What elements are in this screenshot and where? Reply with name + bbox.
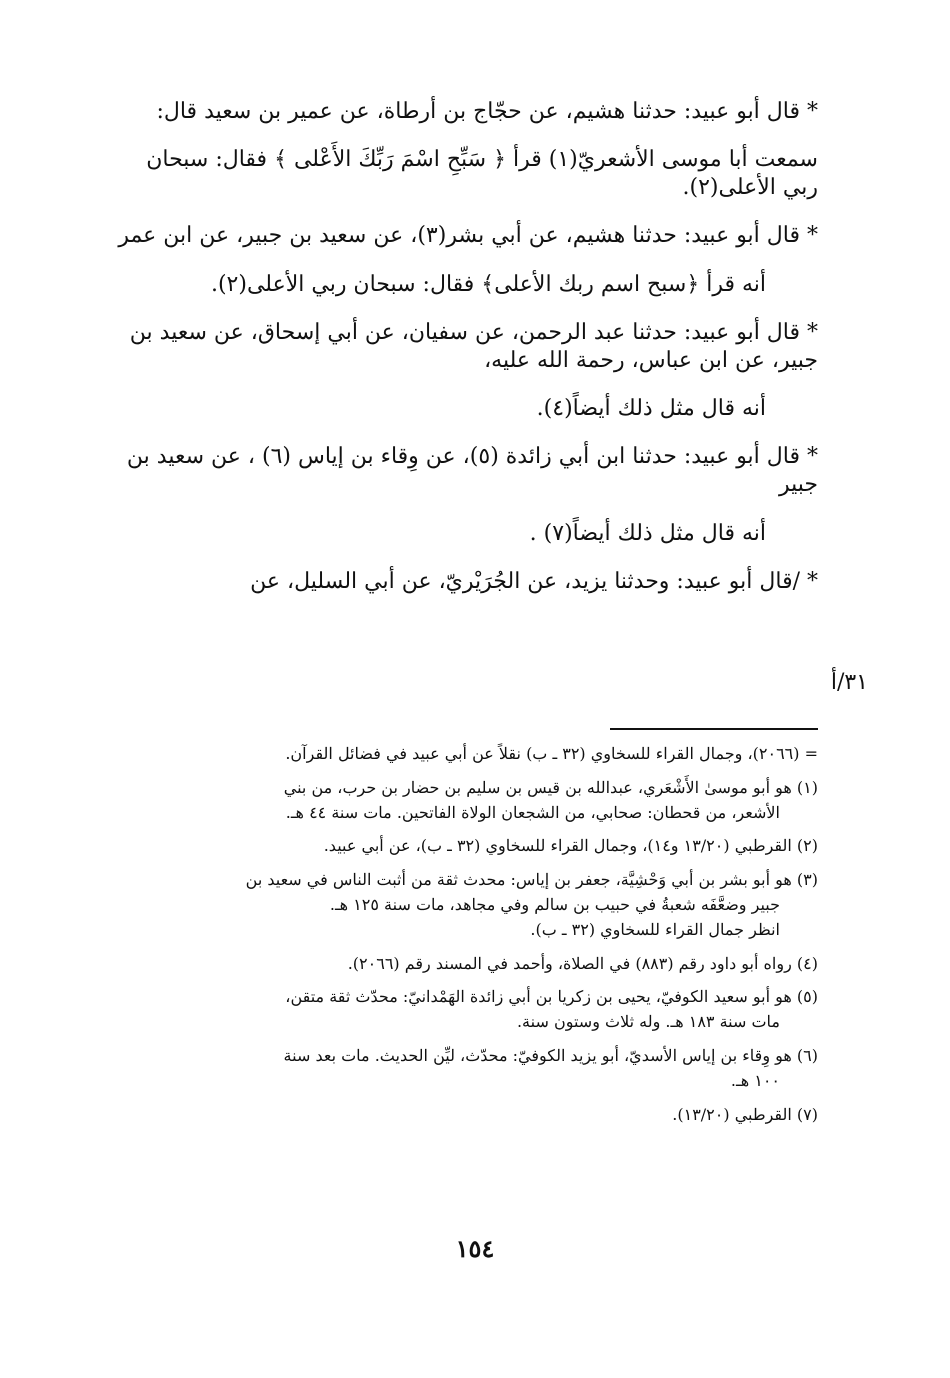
paragraph-7: * قال أبو عبيد: حدثنا ابن أبي زائدة (٥)، عن وِقاء بن إياس (٦) ، عن سعيد بن جبير (126, 444, 818, 498)
paragraph-9: * /قال أبو عبيد: وحدثنا يزيد، عن الجُرَيْريّ، عن أبي السليل، عن (250, 568, 818, 594)
footnote-2: (٢) القرطبي (١٣/٢٠ و١٤)، وجمال القراء للسخاوي (٣٢ ـ ب)، عن أبي عبيد. (323, 836, 818, 856)
manuscript-folio-note: ٣١/أ (830, 670, 868, 695)
footnotes (108, 742, 818, 1136)
footnote-continuation: = (٢٠٦٦)، وجمال القراء للسخاوي (٣٢ ـ ب) نقلاً عن أبي عبيد في فضائل القرآن. (285, 744, 818, 763)
footnote-3-line-3: انظر جمال القراء للسخاوي (٣٢ ـ ب). (530, 919, 780, 939)
footnote-5 (108, 985, 818, 1035)
paragraph-2: سمعت أبا موسى الأشعريّ(١) قرأ ﴿ سَبِّحِ اسْمَ رَبِّكَ الأَعْلى ﴾ فقال: سبحان ربي الأعلى(٢). (146, 147, 818, 201)
footnote-5-line-1: (٥) هو أبو سعيد الكوفيّ، يحيى بن زكريا بن أبي زائدة الهَمْدانيّ: محدّث ثقة متقن، (285, 987, 818, 1007)
footnote-1-line-2: الأشعر، من قحطان: صحابي، من الشجعان الولاة الفاتحين. مات سنة ٤٤ هـ. (285, 802, 780, 822)
main-text (108, 98, 818, 616)
paragraph-6: أنه قال مثل ذلك أيضاً(٤). (536, 396, 766, 422)
footnote-6-line-1: (٦) هو وِقاء بن إياس الأسديّ، أبو يزيد الكوفيّ: محدّث، ليِّن الحديث. مات بعد سنة (283, 1045, 818, 1065)
paragraph-1: * قال أبو عبيد: حدثنا هشيم، عن حجّاج بن أرطاة، عن عمير بن سعيد قال: (156, 99, 818, 124)
footnote-5-line-2: مات سنة ١٨٣ هـ. وله ثلاث وستون سنة. (516, 1012, 780, 1032)
footnote-1-line-1: (١) هو أبو موسىٰ الأَشْعَري، عبدالله بن قيس بن سليم بن حضار بن حرب، من بني (283, 777, 818, 797)
paragraph-4: أنه قرأ ﴿سبح اسم ربك الأعلى﴾ فقال: سبحان ربي الأعلى(٢). (210, 271, 766, 297)
footnote-6 (108, 1044, 818, 1094)
footnote-7: (٧) القرطبي (١٣/٢٠). (672, 1104, 818, 1124)
footnote-separator (610, 728, 818, 730)
footnote-4: (٤) رواه أبو داود رقم (٨٨٣) في الصلاة، وأحمد في المسند رقم (٢٠٦٦). (347, 953, 818, 973)
page-number: ١٥٤ (455, 1234, 495, 1263)
footnote-3-line-2: جبير وضعَّفَه شعبةُ في حبيب بن سالم وفي مجاهد، مات سنة ١٢٥ هـ. (329, 894, 780, 914)
paragraph-3: * قال أبو عبيد: حدثنا هشيم، عن أبي بشر(٣)، عن سعيد بن جبير، عن ابن عمر (118, 223, 818, 249)
footnote-3-line-1: (٣) هو أبو بشر بن أبي وَحْشِيَّة، جعفر بن إياس: محدث ثقة من أثبت الناس في سعيد بن (245, 870, 818, 890)
footnote-1 (108, 776, 818, 826)
footnote-3 (108, 868, 818, 942)
footnote-6-line-2: ١٠٠ هـ. (730, 1070, 780, 1090)
paragraph-5: * قال أبو عبيد: حدثنا عبد الرحمن، عن سفيان، عن أبي إسحاق، عن سعيد بن جبير، عن ابن عباس، رحمة الله عليه، (129, 319, 818, 373)
paragraph-8: أنه قال مثل ذلك أيضاً(٧) . (529, 520, 766, 546)
